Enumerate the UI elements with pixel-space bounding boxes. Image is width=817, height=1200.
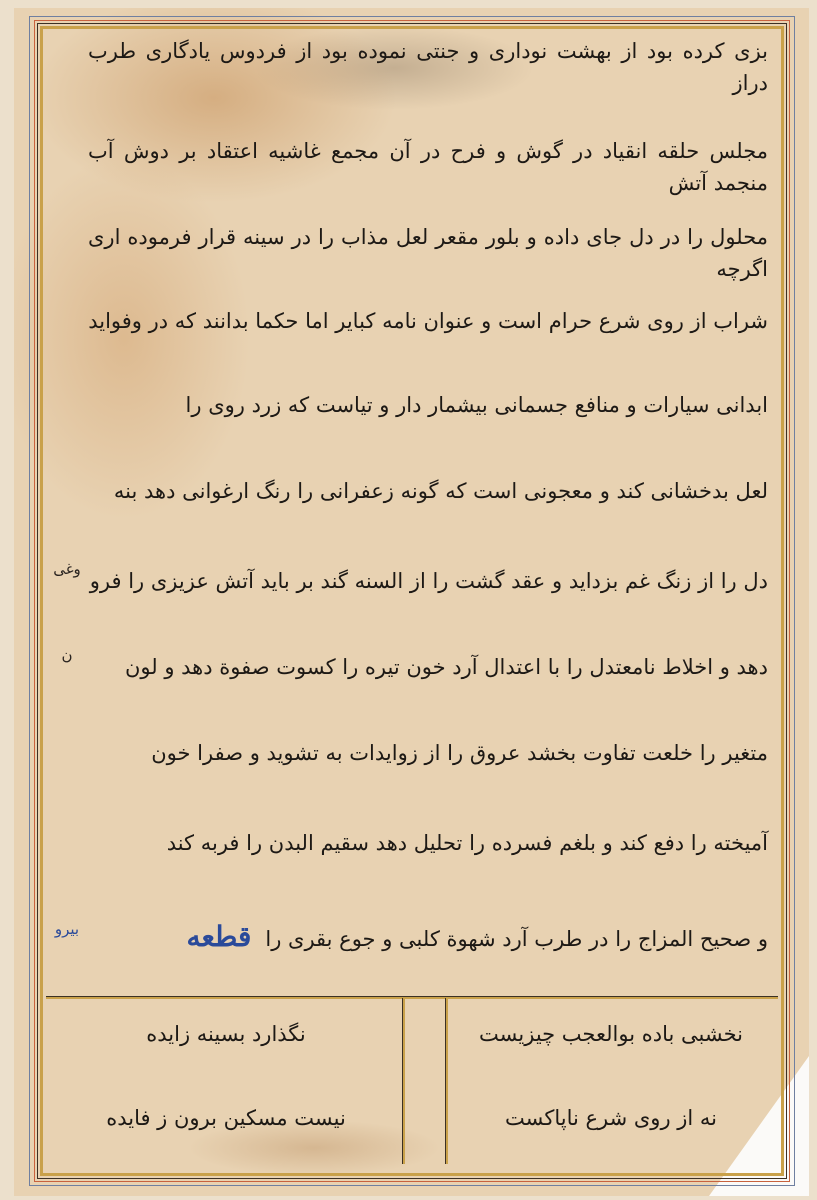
text-line: دل را از زنگ غم بزداید و عقد گشت را از السنه گند بر باید آتش عزیزی را فرو <box>89 569 768 593</box>
text-line: آمیخته را دفع کند و بلغم فسرده را تحلیل دهد سقیم البدن را فربه کند <box>166 831 768 855</box>
marginal-gloss: بیرو <box>54 920 80 938</box>
column-rule <box>445 998 448 1164</box>
marginal-gloss: وغی <box>53 560 81 578</box>
text-line: ابدانی سیارات و منافع جسمانی بیشمار دار و تیاست که زرد روی را <box>185 393 768 417</box>
text-line: مجلس حلقه انقیاد در گوش و فرح در آن مجمع غاشیه اعتقاد بر دوش آب منجمد آتش <box>88 139 768 195</box>
verse-right-1: نخشبی باده بوالعجب چیزیست <box>479 1022 743 1046</box>
text-line: متغیر را خلعت تفاوت بخشد عروق را از زوایدات به تشوید و صفرا خون <box>151 741 768 765</box>
text-line: دهد و اخلاط نامعتدل را با اعتدال آرد خون تیره را کسوت صفوة دهد و لون <box>124 655 768 679</box>
qita-heading: قطعه <box>186 920 252 953</box>
text-line: بزی کرده بود از بهشت نوداری و جنتی نموده بود از فردوس یادگاری طرب دراز <box>88 39 768 95</box>
text-line: شراب از روی شرع حرام است و عنوان نامه کبایر اما حکما بدانند که در وفواید <box>88 309 768 333</box>
verse-right-2: نه از روی شرع ناپاکست <box>504 1106 718 1130</box>
text-line: لعل بدخشانی کند و معجونی است که گونه زعفرانی را رنگ ارغوانی دهد بنه <box>113 479 768 503</box>
column-rule <box>402 998 405 1164</box>
verse-divider <box>46 996 778 999</box>
verse-left-1: نگذارد بسینه زایده <box>146 1022 306 1046</box>
text-line: و صحیح المزاج را در طرب آرد شهوة کلبی و جوع بقری را <box>265 927 768 951</box>
prose-text-block <box>88 36 768 992</box>
text-line-last <box>88 916 768 958</box>
text-line: محلول را در دل جای داده و بلور مقعر لعل مذاب را در سینه قرار فرموده اری اگرچه <box>88 225 768 281</box>
marginal-gloss: ن <box>61 646 73 664</box>
verse-left-2: نیست مسکین برون ز فایده <box>106 1106 346 1130</box>
